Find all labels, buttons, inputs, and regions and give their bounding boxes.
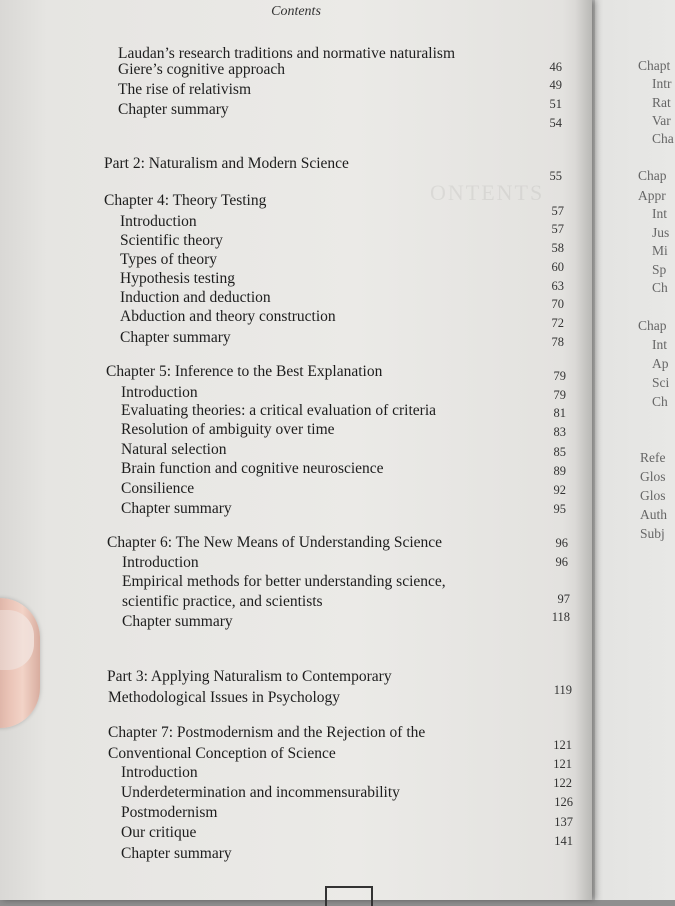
- toc-entry: Laudan’s research traditions and normative naturalism: [118, 45, 456, 62]
- facing-fragment: Subj: [640, 526, 665, 541]
- toc-entry: Introduction: [120, 213, 197, 230]
- toc-page-number: 60: [551, 260, 564, 274]
- facing-fragment: Ch: [652, 394, 668, 409]
- facing-fragment: Rat: [652, 95, 671, 110]
- facing-fragment: Ch: [652, 280, 668, 295]
- chapter-heading: Chapter 6: The New Means of Understanding Science: [107, 534, 443, 551]
- toc-page-number: 89: [553, 464, 566, 478]
- chapter-heading: Chapter 4: Theory Testing: [104, 192, 267, 209]
- facing-fragment: Glos: [640, 469, 666, 484]
- toc-entry: Giere’s cognitive approach: [118, 61, 285, 78]
- toc-entry: Brain function and cognitive neuroscience: [121, 460, 384, 477]
- toc-page-number: 55: [549, 169, 562, 183]
- toc-page-number: 79: [553, 388, 566, 402]
- toc-page-number: 119: [553, 683, 572, 697]
- toc-page-number: 57: [551, 222, 564, 236]
- toc-entry: scientific practice, and scientists: [122, 593, 323, 610]
- facing-fragment: Int: [652, 206, 667, 221]
- toc-entry: Chapter summary: [121, 845, 232, 862]
- toc-page-number: 121: [553, 757, 572, 771]
- facing-fragment: Intr: [652, 76, 672, 91]
- toc-entry: Introduction: [122, 554, 199, 571]
- facing-fragment: Chap: [638, 168, 667, 183]
- spine-shadow: [575, 0, 595, 900]
- facing-fragment: Chap: [638, 318, 667, 333]
- facing-fragment: Int: [652, 337, 667, 352]
- facing-fragment: Jus: [652, 225, 670, 240]
- toc-page-number: 121: [553, 738, 572, 752]
- facing-fragment: Var: [652, 113, 671, 128]
- toc-entry: Introduction: [121, 764, 198, 781]
- facing-fragment: Cha: [652, 131, 674, 146]
- toc-entry: Underdetermination and incommensurability: [121, 784, 400, 801]
- chapter-heading: Chapter 5: Inference to the Best Explanation: [106, 363, 383, 380]
- facing-fragment: Mi: [652, 243, 668, 258]
- toc-page-number: 79: [553, 369, 566, 383]
- show-through-text: ONTENTS: [430, 180, 545, 205]
- toc-entry: Chapter summary: [122, 613, 233, 630]
- facing-fragment: Ap: [652, 356, 669, 371]
- part-heading: Part 3: Applying Naturalism to Contemporary: [107, 668, 392, 685]
- part-heading: Methodological Issues in Psychology: [108, 689, 341, 706]
- facing-fragment: Auth: [640, 507, 667, 522]
- toc-entry: Postmodernism: [121, 804, 218, 821]
- toc-entry: The rise of relativism: [118, 81, 251, 98]
- toc-entry: Chapter summary: [120, 329, 231, 346]
- toc-page-number: 118: [551, 610, 570, 624]
- toc-entry: Resolution of ambiguity over time: [121, 421, 335, 438]
- toc-entry: Consilience: [121, 480, 195, 497]
- toc-page-number: 46: [549, 60, 562, 74]
- toc-page-number: 83: [553, 425, 566, 439]
- chapter-heading: Chapter 7: Postmodernism and the Rejection of the: [108, 724, 426, 741]
- chapter-heading: Conventional Conception of Science: [108, 745, 336, 762]
- toc-page-number: 96: [555, 536, 568, 550]
- page-header: Contents: [271, 4, 321, 19]
- toc-page-number: 137: [554, 815, 573, 829]
- toc-page-number: 96: [555, 555, 568, 569]
- toc-entry: Induction and deduction: [120, 289, 271, 306]
- toc-entry: Chapter summary: [121, 500, 232, 517]
- toc-page-number: 63: [551, 279, 564, 293]
- toc-entry: Our critique: [121, 824, 197, 841]
- toc-page-number: 95: [553, 502, 566, 516]
- toc-page-number: 72: [551, 316, 564, 330]
- toc-page-number: 97: [557, 592, 570, 606]
- toc-entry: Empirical methods for better understanding science,: [122, 573, 446, 590]
- toc-page-number: 58: [551, 241, 564, 255]
- toc-entry: Evaluating theories: a critical evaluation of criteria: [121, 402, 437, 419]
- facing-fragment: Glos: [640, 488, 666, 503]
- toc-page-number: 57: [551, 204, 564, 218]
- toc-entry: Natural selection: [121, 441, 227, 458]
- facing-fragment: Refe: [640, 450, 666, 465]
- toc-page-number: 49: [549, 78, 562, 92]
- toc-page-number: 54: [549, 116, 562, 130]
- toc-page-number: 85: [553, 445, 566, 459]
- facing-fragment: Sci: [652, 375, 670, 390]
- toc-entry: Scientific theory: [120, 232, 223, 249]
- toc-entry: Hypothesis testing: [120, 270, 235, 287]
- toc-entry: Introduction: [121, 384, 198, 401]
- toc-page-number: 81: [553, 406, 566, 420]
- toc-page-number: 122: [553, 776, 572, 790]
- facing-fragment: Appr: [638, 188, 666, 203]
- toc-page-number: 78: [551, 335, 564, 349]
- toc-entry: Abduction and theory construction: [120, 308, 336, 325]
- page-number-box: [325, 886, 373, 906]
- toc-page-number: 126: [554, 795, 573, 809]
- facing-fragment: Chapt: [638, 58, 671, 73]
- toc-page-number: 51: [549, 97, 562, 111]
- toc-page-number: 70: [551, 297, 564, 311]
- toc-page-number: 141: [554, 834, 573, 848]
- toc-entry: Chapter summary: [118, 101, 229, 118]
- part-heading: Part 2: Naturalism and Modern Science: [104, 155, 349, 172]
- facing-fragment: Sp: [652, 262, 667, 277]
- toc-entry: Types of theory: [120, 251, 218, 268]
- toc-page-number: 92: [553, 483, 566, 497]
